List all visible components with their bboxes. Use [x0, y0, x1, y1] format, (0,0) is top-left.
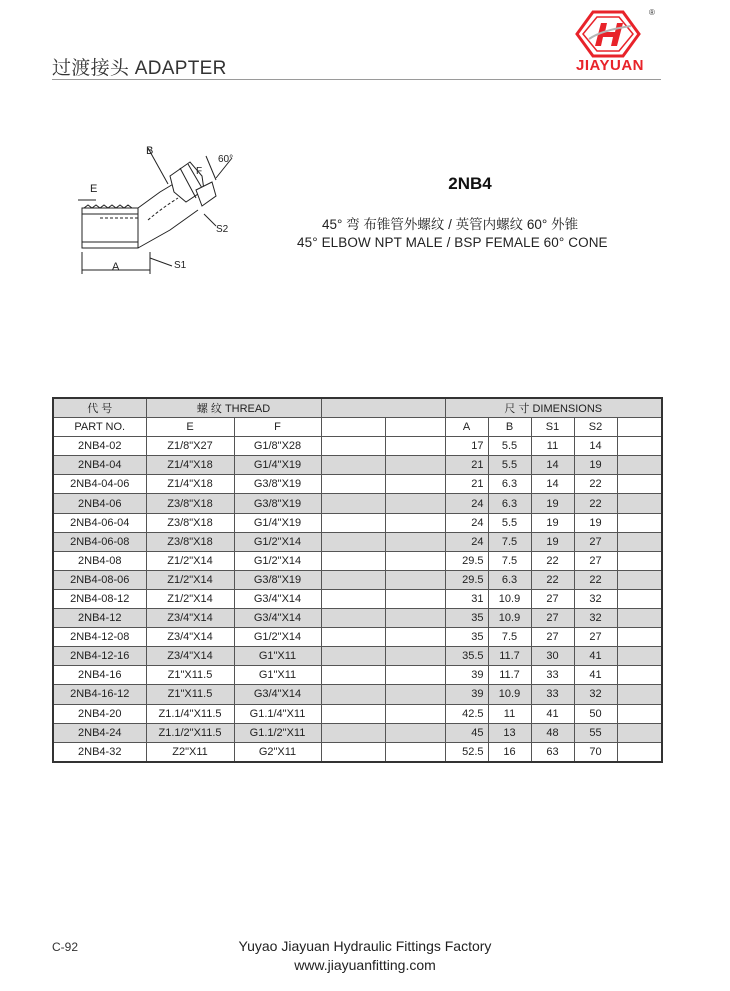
table-cell: 50: [574, 704, 617, 723]
table-cell: 45: [445, 723, 488, 742]
table-cell: Z1.1/2"X11.5: [146, 723, 234, 742]
table-cell: G1/2"X14: [234, 532, 321, 551]
empty-cell: [617, 723, 662, 742]
table-cell: 30: [531, 647, 574, 666]
table-row: [53, 742, 662, 762]
jiayuan-logo-icon: [553, 6, 665, 58]
svg-text:S2: S2: [216, 224, 229, 235]
table-cell: G3/4"X14: [234, 609, 321, 628]
empty-cell: [321, 723, 385, 742]
table-cell: 14: [531, 475, 574, 494]
table-cell: 2NB4-08-06: [53, 570, 146, 589]
table-row: [53, 570, 662, 589]
table-cell: G1.1/4"X11: [234, 704, 321, 723]
empty-cell: [321, 609, 385, 628]
table-cell: Z1.1/4"X11.5: [146, 704, 234, 723]
table-cell: 7.5: [488, 532, 531, 551]
svg-text:A: A: [112, 261, 120, 273]
empty-cell: [385, 704, 445, 723]
table-row: [53, 513, 662, 532]
table-cell: 11: [488, 704, 531, 723]
table-cell: 33: [531, 685, 574, 704]
table-cell: 27: [531, 589, 574, 608]
empty-cell: [617, 628, 662, 647]
table-cell: 2NB4-08-12: [53, 589, 146, 608]
svg-text:60°: 60°: [218, 154, 234, 165]
table-cell: 39: [445, 685, 488, 704]
empty-cell: [617, 494, 662, 513]
table-row: [53, 685, 662, 704]
column-header: A: [445, 418, 488, 437]
table-cell: 32: [574, 609, 617, 628]
table-cell: 35.5: [445, 647, 488, 666]
table-cell: 10.9: [488, 685, 531, 704]
table-cell: 27: [574, 551, 617, 570]
svg-text:E: E: [90, 183, 98, 195]
table-cell: 11.7: [488, 666, 531, 685]
table-cell: Z1/2"X14: [146, 589, 234, 608]
table-row: [53, 437, 662, 456]
table-cell: 2NB4-12-08: [53, 628, 146, 647]
footer-company: Yuyao Jiayuan Hydraulic Fittings Factory: [238, 938, 492, 954]
table-cell: G1/8"X28: [234, 437, 321, 456]
svg-text:B: B: [146, 145, 154, 157]
table-cell: G1/4"X19: [234, 456, 321, 475]
table-cell: Z2"X11: [146, 742, 234, 762]
empty-cell: [321, 628, 385, 647]
table-cell: 24: [445, 494, 488, 513]
empty-cell: [385, 437, 445, 456]
table-cell: 5.5: [488, 437, 531, 456]
table-cell: 14: [531, 456, 574, 475]
brand-logo: [553, 6, 665, 76]
table-cell: 2NB4-16: [53, 666, 146, 685]
empty-cell: [385, 513, 445, 532]
table-cell: 2NB4-32: [53, 742, 146, 762]
table-cell: 7.5: [488, 551, 531, 570]
table-cell: 22: [531, 551, 574, 570]
table-cell: 14: [574, 437, 617, 456]
page-title: 过渡接头 ADAPTER: [52, 58, 227, 79]
empty-cell: [385, 589, 445, 608]
table-cell: G3/8"X19: [234, 494, 321, 513]
empty-cell: [321, 570, 385, 589]
table-cell: G3/4"X14: [234, 589, 321, 608]
empty-cell: [617, 570, 662, 589]
table-cell: 2NB4-06-04: [53, 513, 146, 532]
header-code-cn: 代 号: [53, 398, 146, 418]
svg-text:F: F: [196, 166, 203, 177]
table-row: [53, 494, 662, 513]
empty-cell: [385, 551, 445, 570]
empty-cell: [385, 685, 445, 704]
table-row: [53, 475, 662, 494]
table-cell: 2NB4-12-16: [53, 647, 146, 666]
description-chinese: 45° 弯 布锥管外螺纹 / 英管内螺纹 60° 外锥: [322, 217, 579, 232]
table-cell: 2NB4-04: [53, 456, 146, 475]
table-cell: 27: [531, 609, 574, 628]
empty-cell: [385, 628, 445, 647]
table-cell: 22: [574, 570, 617, 589]
empty-cell: [617, 666, 662, 685]
table-cell: 21: [445, 456, 488, 475]
empty-cell: [385, 609, 445, 628]
table-cell: 2NB4-24: [53, 723, 146, 742]
empty-cell: [321, 513, 385, 532]
header-divider: [52, 79, 661, 80]
table-cell: 22: [531, 570, 574, 589]
empty-cell: [617, 437, 662, 456]
table-cell: 29.5: [445, 570, 488, 589]
empty-cell: [385, 742, 445, 762]
table-cell: 2NB4-06: [53, 494, 146, 513]
table-cell: 33: [531, 666, 574, 685]
table-cell: G3/8"X19: [234, 570, 321, 589]
empty-cell: [385, 532, 445, 551]
table-cell: 55: [574, 723, 617, 742]
dimensions-table: [52, 397, 663, 763]
table-cell: Z3/8"X18: [146, 494, 234, 513]
table-cell: 27: [574, 628, 617, 647]
table-row: [53, 609, 662, 628]
table-cell: 6.3: [488, 494, 531, 513]
table-cell: G1/2"X14: [234, 551, 321, 570]
table-cell: 2NB4-02: [53, 437, 146, 456]
table-cell: 63: [531, 742, 574, 762]
table-cell: 6.3: [488, 570, 531, 589]
table-cell: Z3/8"X18: [146, 532, 234, 551]
table-cell: 21: [445, 475, 488, 494]
table-cell: G1/2"X14: [234, 628, 321, 647]
table-row: [53, 589, 662, 608]
table-cell: 17: [445, 437, 488, 456]
table-cell: G3/4"X14: [234, 685, 321, 704]
table-cell: G1/4"X19: [234, 513, 321, 532]
empty-cell: [617, 685, 662, 704]
table-cell: 19: [574, 513, 617, 532]
empty-cell: [385, 666, 445, 685]
empty-cell: [617, 647, 662, 666]
table-cell: 11: [531, 437, 574, 456]
table-cell: Z1/4"X18: [146, 456, 234, 475]
table-cell: 2NB4-20: [53, 704, 146, 723]
header-dimensions: 尺 寸 DIMENSIONS: [445, 398, 662, 418]
empty-cell: [321, 551, 385, 570]
column-header: [385, 418, 445, 437]
description-english: 45° ELBOW NPT MALE / BSP FEMALE 60° CONE: [297, 235, 608, 250]
table-cell: Z1/8"X27: [146, 437, 234, 456]
brand-name: JIAYUAN: [576, 57, 644, 74]
empty-cell: [385, 456, 445, 475]
table-column-header-row: [53, 418, 662, 437]
empty-cell: [385, 475, 445, 494]
table-cell: G2"X11: [234, 742, 321, 762]
fitting-technical-drawing: [70, 140, 250, 280]
empty-cell: [617, 513, 662, 532]
table-cell: 2NB4-12: [53, 609, 146, 628]
column-header: S1: [531, 418, 574, 437]
table-cell: 41: [574, 647, 617, 666]
product-code: 2NB4: [448, 174, 492, 193]
empty-cell: [321, 666, 385, 685]
table-cell: G3/8"X19: [234, 475, 321, 494]
table-cell: G1.1/2"X11: [234, 723, 321, 742]
table-cell: 32: [574, 685, 617, 704]
empty-cell: [617, 551, 662, 570]
table-cell: 27: [574, 532, 617, 551]
table-row: [53, 723, 662, 742]
empty-cell: [617, 589, 662, 608]
table-cell: 19: [531, 513, 574, 532]
table-cell: 19: [531, 532, 574, 551]
table-row: [53, 551, 662, 570]
table-cell: 2NB4-16-12: [53, 685, 146, 704]
table-cell: 10.9: [488, 609, 531, 628]
empty-cell: [385, 647, 445, 666]
empty-cell: [321, 494, 385, 513]
column-header: F: [234, 418, 321, 437]
table-cell: 52.5: [445, 742, 488, 762]
empty-cell: [617, 742, 662, 762]
empty-cell: [321, 475, 385, 494]
table-cell: Z1/4"X18: [146, 475, 234, 494]
table-cell: Z3/4"X14: [146, 609, 234, 628]
header-blank: [321, 398, 445, 418]
table-group-header-row: [53, 398, 662, 418]
table-cell: Z3/4"X14: [146, 628, 234, 647]
table-row: [53, 456, 662, 475]
table-cell: Z1/2"X14: [146, 570, 234, 589]
column-header: B: [488, 418, 531, 437]
table-cell: 5.5: [488, 456, 531, 475]
table-cell: Z3/8"X18: [146, 513, 234, 532]
empty-cell: [321, 704, 385, 723]
empty-cell: [617, 456, 662, 475]
empty-cell: [321, 456, 385, 475]
table-cell: 70: [574, 742, 617, 762]
table-cell: G1"X11: [234, 666, 321, 685]
table-cell: G1"X11: [234, 647, 321, 666]
table-cell: Z1"X11.5: [146, 685, 234, 704]
table-cell: 22: [574, 494, 617, 513]
table-row: [53, 666, 662, 685]
table-row: [53, 647, 662, 666]
header-thread: 螺 纹 THREAD: [146, 398, 321, 418]
empty-cell: [385, 570, 445, 589]
empty-cell: [321, 437, 385, 456]
empty-cell: [321, 742, 385, 762]
table-cell: 13: [488, 723, 531, 742]
column-header: S2: [574, 418, 617, 437]
empty-cell: [321, 532, 385, 551]
empty-cell: [385, 494, 445, 513]
table-cell: 10.9: [488, 589, 531, 608]
table-cell: 22: [574, 475, 617, 494]
table-cell: 29.5: [445, 551, 488, 570]
table-cell: 7.5: [488, 628, 531, 647]
footer-website: www.jiayuanfitting.com: [294, 957, 436, 973]
table-cell: 2NB4-08: [53, 551, 146, 570]
empty-cell: [321, 647, 385, 666]
table-cell: Z1/2"X14: [146, 551, 234, 570]
table-cell: 2NB4-06-08: [53, 532, 146, 551]
table-row: [53, 704, 662, 723]
empty-cell: [321, 589, 385, 608]
empty-cell: [617, 475, 662, 494]
table-cell: 27: [531, 628, 574, 647]
table-cell: 24: [445, 532, 488, 551]
empty-cell: [617, 704, 662, 723]
table-cell: Z1"X11.5: [146, 666, 234, 685]
column-header: [321, 418, 385, 437]
table-cell: 19: [574, 456, 617, 475]
table-cell: 6.3: [488, 475, 531, 494]
page-number: C-92: [52, 940, 79, 954]
svg-text:S1: S1: [174, 260, 187, 271]
table-cell: 41: [574, 666, 617, 685]
table-row: [53, 628, 662, 647]
table-cell: 11.7: [488, 647, 531, 666]
table-cell: 2NB4-04-06: [53, 475, 146, 494]
table-cell: 35: [445, 609, 488, 628]
table-cell: 48: [531, 723, 574, 742]
svg-text:®: ®: [649, 8, 655, 17]
table-cell: 19: [531, 494, 574, 513]
empty-cell: [321, 685, 385, 704]
table-cell: 41: [531, 704, 574, 723]
table-cell: 35: [445, 628, 488, 647]
table-cell: 16: [488, 742, 531, 762]
table-cell: 5.5: [488, 513, 531, 532]
table-row: [53, 532, 662, 551]
column-header: [617, 418, 662, 437]
table-cell: 32: [574, 589, 617, 608]
empty-cell: [617, 532, 662, 551]
table-cell: 39: [445, 666, 488, 685]
table-cell: Z3/4"X14: [146, 647, 234, 666]
empty-cell: [385, 723, 445, 742]
empty-cell: [617, 609, 662, 628]
table-cell: 24: [445, 513, 488, 532]
column-header: PART NO.: [53, 418, 146, 437]
column-header: E: [146, 418, 234, 437]
table-cell: 31: [445, 589, 488, 608]
table-cell: 42.5: [445, 704, 488, 723]
